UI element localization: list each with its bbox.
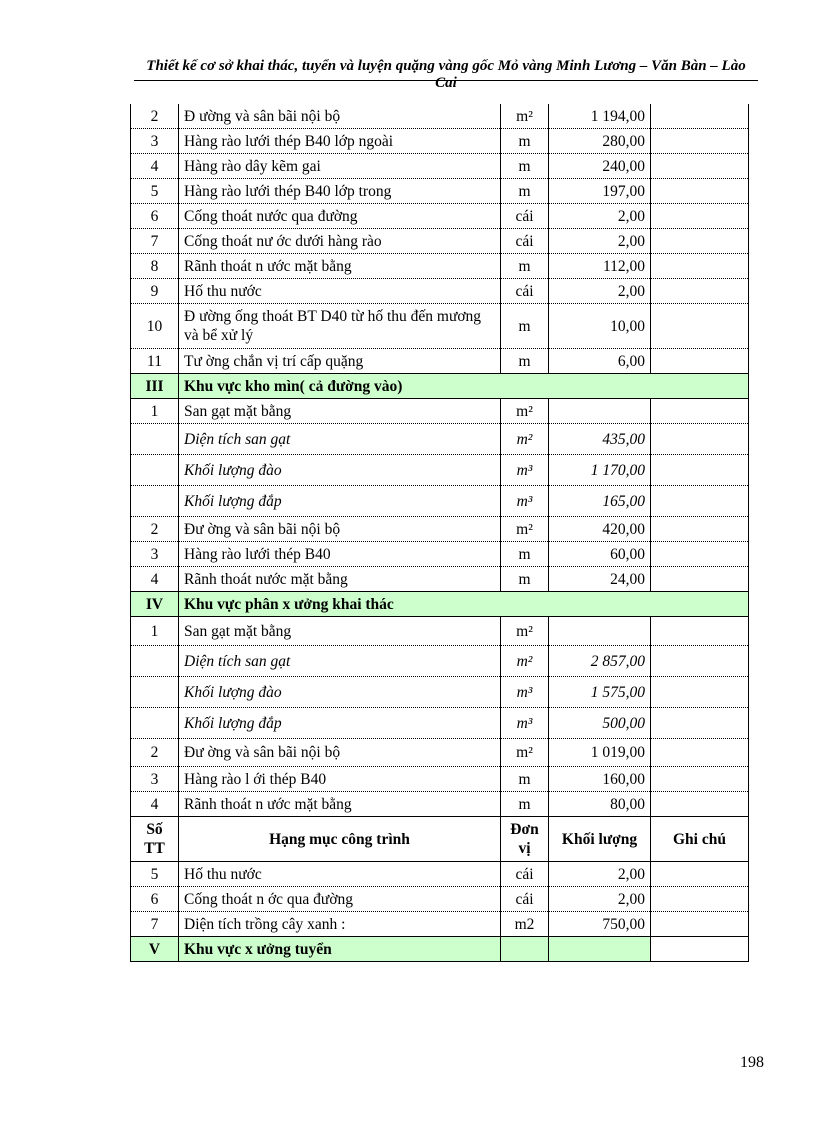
section-row-iv — [131, 592, 749, 617]
stt-cell: 5 — [131, 862, 179, 887]
section-qty-cell — [549, 937, 651, 962]
quantity-cell: 197,00 — [549, 179, 651, 204]
header-unit: Đơn vị — [501, 817, 549, 862]
note-cell — [651, 399, 749, 424]
stt-cell: 2 — [131, 104, 179, 129]
note-cell — [651, 677, 749, 708]
table-row — [131, 424, 749, 455]
table-row — [131, 486, 749, 517]
table-row — [131, 862, 749, 887]
header-note: Ghi chú — [651, 817, 749, 862]
unit-cell: cái — [501, 279, 549, 304]
unit-cell: m — [501, 542, 549, 567]
unit-cell: m³ — [501, 486, 549, 517]
quantity-cell: 1 170,00 — [549, 455, 651, 486]
note-cell — [651, 708, 749, 739]
quantity-cell: 240,00 — [549, 154, 651, 179]
stt-cell: 4 — [131, 792, 179, 817]
table-header-row — [131, 817, 749, 862]
work-items-table — [130, 104, 749, 962]
item-name-cell: Khối lượng đào — [179, 677, 501, 708]
quantity-cell — [549, 617, 651, 646]
note-cell — [651, 542, 749, 567]
item-name-cell: Hàng rào lưới thép B40 — [179, 542, 501, 567]
item-name-cell: Khối lượng đào — [179, 455, 501, 486]
stt-cell — [131, 677, 179, 708]
table-row — [131, 129, 749, 154]
note-cell — [651, 912, 749, 937]
item-name-cell: Cống thoát nước qua đường — [179, 204, 501, 229]
table-row — [131, 617, 749, 646]
table-row — [131, 792, 749, 817]
stt-cell — [131, 708, 179, 739]
item-name-cell: Tư ờng chắn vị trí cấp quặng — [179, 349, 501, 374]
item-name-cell: Rãnh thoát n ước mặt bằng — [179, 254, 501, 279]
table-row — [131, 179, 749, 204]
table-row — [131, 767, 749, 792]
quantity-cell: 1 019,00 — [549, 739, 651, 767]
stt-cell — [131, 455, 179, 486]
item-name-cell: Đư ờng và sân bãi nội bộ — [179, 517, 501, 542]
quantity-cell: 2,00 — [549, 229, 651, 254]
note-cell — [651, 204, 749, 229]
table-row — [131, 739, 749, 767]
section-number: V — [131, 937, 179, 962]
stt-cell: 3 — [131, 767, 179, 792]
header-item-name: Hạng mục công trình — [179, 817, 501, 862]
item-name-cell: Đ ường và sân bãi nội bộ — [179, 104, 501, 129]
note-cell — [651, 646, 749, 677]
stt-cell — [131, 646, 179, 677]
item-name-cell: Hàng rào lưới thép B40 lớp trong — [179, 179, 501, 204]
unit-cell: m — [501, 304, 549, 349]
unit-cell: m² — [501, 424, 549, 455]
section-number: IV — [131, 592, 179, 617]
quantity-cell: 6,00 — [549, 349, 651, 374]
section-title: Khu vực kho mìn( cả đường vào) — [179, 374, 749, 399]
note-cell — [651, 179, 749, 204]
note-cell — [651, 304, 749, 349]
section-title: Khu vực x ưởng tuyển — [179, 937, 501, 962]
stt-cell: 4 — [131, 154, 179, 179]
stt-cell: 6 — [131, 204, 179, 229]
section-number: III — [131, 374, 179, 399]
stt-cell: 10 — [131, 304, 179, 349]
table-row — [131, 279, 749, 304]
unit-cell: m³ — [501, 455, 549, 486]
quantity-cell: 2,00 — [549, 887, 651, 912]
unit-cell: cái — [501, 204, 549, 229]
section-row-iii — [131, 374, 749, 399]
header-quantity: Khối lượng — [549, 817, 651, 862]
note-cell — [651, 349, 749, 374]
table-row — [131, 204, 749, 229]
item-name-cell: Đư ờng và sân bãi nội bộ — [179, 739, 501, 767]
stt-cell — [131, 486, 179, 517]
item-name-cell: Khối lượng đắp — [179, 708, 501, 739]
item-name-cell: Diện tích san gạt — [179, 646, 501, 677]
note-cell — [651, 279, 749, 304]
unit-cell: m² — [501, 617, 549, 646]
page-header-title: Thiết kế cơ sở khai thác, tuyển và luyện quặng vàng gốc Mỏ vàng Minh Lương – Văn Bàn – Lào Cai — [146, 58, 746, 91]
table-row — [131, 304, 749, 349]
unit-cell: m² — [501, 399, 549, 424]
quantity-cell: 750,00 — [549, 912, 651, 937]
table-row — [131, 708, 749, 739]
item-name-cell: San gạt mặt bằng — [179, 617, 501, 646]
unit-cell: cái — [501, 229, 549, 254]
unit-cell: m² — [501, 739, 549, 767]
note-cell — [651, 254, 749, 279]
section-title: Khu vực phân x ưởng khai thác — [179, 592, 749, 617]
unit-cell: m³ — [501, 708, 549, 739]
table-row — [131, 912, 749, 937]
item-name-cell: San gạt mặt bằng — [179, 399, 501, 424]
page-number: 198 — [740, 1054, 764, 1071]
note-cell — [651, 567, 749, 592]
note-cell — [651, 862, 749, 887]
stt-cell: 4 — [131, 567, 179, 592]
unit-cell: m² — [501, 646, 549, 677]
table-row — [131, 229, 749, 254]
note-cell — [651, 129, 749, 154]
quantity-cell: 60,00 — [549, 542, 651, 567]
unit-cell: cái — [501, 862, 549, 887]
stt-cell: 2 — [131, 739, 179, 767]
section-note-cell — [651, 937, 749, 962]
quantity-cell: 2 857,00 — [549, 646, 651, 677]
item-name-cell: Khối lượng đắp — [179, 486, 501, 517]
section-row-v — [131, 937, 749, 962]
item-name-cell: Rãnh thoát n ước mặt bằng — [179, 792, 501, 817]
table-row — [131, 349, 749, 374]
unit-cell: m² — [501, 517, 549, 542]
note-cell — [651, 154, 749, 179]
stt-cell: 1 — [131, 399, 179, 424]
item-name-cell: Hàng rào dây kẽm gai — [179, 154, 501, 179]
stt-cell: 6 — [131, 887, 179, 912]
table-row — [131, 455, 749, 486]
quantity-cell: 1 575,00 — [549, 677, 651, 708]
unit-cell: m — [501, 179, 549, 204]
quantity-cell: 500,00 — [549, 708, 651, 739]
note-cell — [651, 792, 749, 817]
unit-cell: m — [501, 792, 549, 817]
note-cell — [651, 455, 749, 486]
note-cell — [651, 887, 749, 912]
note-cell — [651, 229, 749, 254]
table-row — [131, 677, 749, 708]
unit-cell: m — [501, 154, 549, 179]
stt-cell: 3 — [131, 542, 179, 567]
note-cell — [651, 424, 749, 455]
item-name-cell: Rãnh thoát nước mặt bằng — [179, 567, 501, 592]
item-name-cell: Diện tích trồng cây xanh : — [179, 912, 501, 937]
stt-cell: 7 — [131, 229, 179, 254]
stt-cell: 1 — [131, 617, 179, 646]
stt-cell: 3 — [131, 129, 179, 154]
table-row — [131, 254, 749, 279]
quantity-cell: 1 194,00 — [549, 104, 651, 129]
unit-cell: m — [501, 254, 549, 279]
header-divider — [134, 80, 758, 81]
note-cell — [651, 486, 749, 517]
item-name-cell: Đ ường ống thoát BT D40 từ hố thu đến mương và bể xử lý — [179, 304, 501, 349]
unit-cell: m — [501, 349, 549, 374]
quantity-cell: 280,00 — [549, 129, 651, 154]
quantity-cell: 24,00 — [549, 567, 651, 592]
note-cell — [651, 517, 749, 542]
table-row — [131, 517, 749, 542]
section-unit-cell — [501, 937, 549, 962]
unit-cell: m² — [501, 104, 549, 129]
unit-cell: m — [501, 767, 549, 792]
quantity-cell: 420,00 — [549, 517, 651, 542]
stt-cell — [131, 424, 179, 455]
quantity-cell: 435,00 — [549, 424, 651, 455]
table-row — [131, 104, 749, 129]
quantity-cell: 2,00 — [549, 204, 651, 229]
table-row — [131, 646, 749, 677]
quantity-cell: 165,00 — [549, 486, 651, 517]
note-cell — [651, 767, 749, 792]
stt-cell: 7 — [131, 912, 179, 937]
item-name-cell: Hố thu nước — [179, 279, 501, 304]
table-row — [131, 887, 749, 912]
item-name-cell: Cống thoát nư ớc dưới hàng rào — [179, 229, 501, 254]
stt-cell: 8 — [131, 254, 179, 279]
note-cell — [651, 104, 749, 129]
unit-cell: m — [501, 567, 549, 592]
note-cell — [651, 739, 749, 767]
stt-cell: 9 — [131, 279, 179, 304]
stt-cell: 5 — [131, 179, 179, 204]
quantity-cell: 160,00 — [549, 767, 651, 792]
quantity-cell: 80,00 — [549, 792, 651, 817]
quantity-cell: 2,00 — [549, 862, 651, 887]
unit-cell: cái — [501, 887, 549, 912]
quantity-cell — [549, 399, 651, 424]
stt-cell: 2 — [131, 517, 179, 542]
table-row — [131, 567, 749, 592]
quantity-cell: 10,00 — [549, 304, 651, 349]
quantity-cell: 2,00 — [549, 279, 651, 304]
stt-cell: 11 — [131, 349, 179, 374]
item-name-cell: Hàng rào lưới thép B40 lớp ngoài — [179, 129, 501, 154]
item-name-cell: Hàng rào l ới thép B40 — [179, 767, 501, 792]
table-row — [131, 154, 749, 179]
item-name-cell: Cống thoát n ớc qua đường — [179, 887, 501, 912]
unit-cell: m³ — [501, 677, 549, 708]
note-cell — [651, 617, 749, 646]
item-name-cell: Diện tích san gạt — [179, 424, 501, 455]
header-stt: Số TT — [131, 817, 179, 862]
unit-cell: m — [501, 129, 549, 154]
table-row — [131, 542, 749, 567]
unit-cell: m2 — [501, 912, 549, 937]
table-row — [131, 399, 749, 424]
item-name-cell: Hố thu nước — [179, 862, 501, 887]
quantity-cell: 112,00 — [549, 254, 651, 279]
